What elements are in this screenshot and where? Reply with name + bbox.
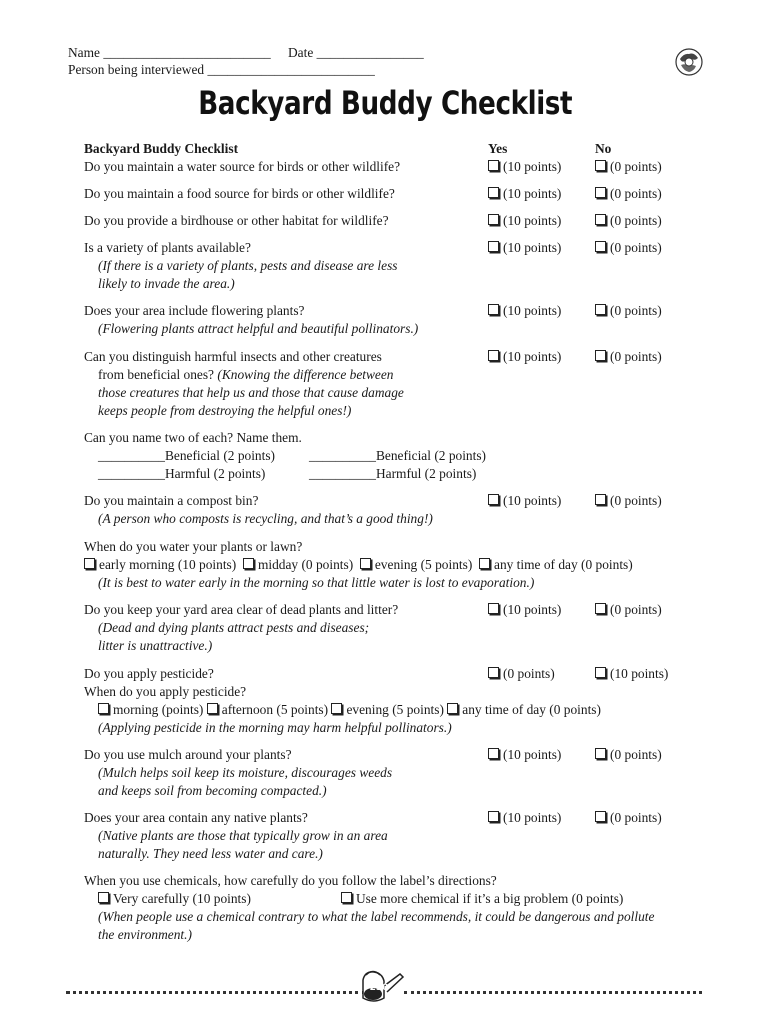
checkbox-icon[interactable]	[488, 811, 499, 822]
harmful-answer-field[interactable]: __________Harmful (2 points)	[309, 466, 477, 481]
checkbox-icon[interactable]	[98, 892, 109, 903]
checkbox-icon[interactable]	[595, 304, 606, 315]
checkbox-icon[interactable]	[207, 703, 218, 714]
no-option[interactable]: (0 points)	[595, 809, 662, 827]
question-note: the environment.)	[98, 927, 192, 942]
checkbox-icon[interactable]	[595, 214, 606, 225]
yes-option[interactable]: (10 points)	[488, 809, 561, 827]
no-option[interactable]: (0 points)	[595, 158, 662, 176]
question-food-source: Do you maintain a food source for birds or other wildlife?	[84, 186, 395, 201]
harmful-answer-field[interactable]: __________Harmful (2 points)	[98, 466, 266, 481]
recycle-globe-icon	[674, 47, 704, 77]
question-note: likely to invade the area.)	[98, 276, 235, 291]
yes-option[interactable]: (10 points)	[488, 601, 561, 619]
checkbox-icon[interactable]	[595, 811, 606, 822]
question-chemical-labels: When you use chemicals, how carefully do you follow the label’s directions?	[84, 873, 497, 888]
pesticide-timing-options	[98, 701, 601, 719]
checkbox-icon[interactable]	[331, 703, 342, 714]
question-note: (When people use a chemical contrary to what the label recommends, it could be dangerous and pollute	[98, 909, 655, 924]
checkbox-icon[interactable]	[243, 558, 254, 569]
question-continuation: from beneficial ones? (Knowing the difference between	[98, 367, 394, 382]
checkbox-icon[interactable]	[595, 748, 606, 759]
checkbox-icon[interactable]	[488, 187, 499, 198]
question-mulch: Do you use mulch around your plants?	[84, 747, 292, 762]
question-note: (Flowering plants attract helpful and beautiful pollinators.)	[98, 321, 419, 336]
no-option[interactable]: (0 points)	[595, 239, 662, 257]
question-note: (Applying pesticide in the morning may harm helpful pollinators.)	[98, 720, 452, 735]
checkbox-icon[interactable]	[488, 494, 499, 505]
page-title: Backyard Buddy Checklist	[198, 84, 573, 122]
yes-option[interactable]: (10 points)	[488, 239, 561, 257]
checkbox-icon[interactable]	[595, 160, 606, 171]
checkbox-icon[interactable]	[447, 703, 458, 714]
question-note: (Native plants are those that typically grow in an area	[98, 828, 388, 843]
question-compost-bin: Do you maintain a compost bin?	[84, 493, 259, 508]
checkbox-icon[interactable]	[98, 703, 109, 714]
checkbox-icon[interactable]	[341, 892, 352, 903]
question-note: (It is best to water early in the morning so that little water is lost to evaporation.)	[98, 575, 535, 590]
checkbox-icon[interactable]	[488, 667, 499, 678]
no-option[interactable]: (0 points)	[595, 302, 662, 320]
question-apply-pesticide: Do you apply pesticide?	[84, 666, 214, 681]
checkbox-icon[interactable]	[488, 214, 499, 225]
checkbox-icon[interactable]	[595, 241, 606, 252]
question-harmful-insects: Can you distinguish harmful insects and other creatures	[84, 349, 382, 364]
checkbox-icon[interactable]	[488, 603, 499, 614]
option-any-time[interactable]: any time of day (0 points)	[447, 702, 601, 717]
question-note: (A person who composts is recycling, and that’s a good thing!)	[98, 511, 433, 526]
checkbox-icon[interactable]	[488, 304, 499, 315]
question-note: (Mulch helps soil keep its moisture, discourages weeds	[98, 765, 393, 780]
question-note: those creatures that help us and those that cause damage	[98, 385, 404, 400]
question-note: (Dead and dying plants attract pests and diseases;	[98, 620, 370, 635]
yes-option[interactable]: (10 points)	[488, 302, 561, 320]
option-very-carefully[interactable]: Very carefully (10 points)	[98, 890, 251, 908]
checkbox-icon[interactable]	[360, 558, 371, 569]
yes-option[interactable]: (10 points)	[488, 185, 561, 203]
question-pesticide-timing: When do you apply pesticide?	[84, 684, 247, 699]
question-note: keeps people from destroying the helpful ones!)	[98, 403, 352, 418]
question-yard-clear: Do you keep your yard area clear of dead plants and litter?	[84, 602, 399, 617]
question-note: naturally. They need less water and care.)	[98, 846, 323, 861]
option-morning[interactable]: morning (points)	[98, 702, 203, 717]
yes-option[interactable]: (10 points)	[488, 746, 561, 764]
yes-option[interactable]: (10 points)	[488, 212, 561, 230]
option-midday[interactable]: midday (0 points)	[243, 557, 353, 572]
question-native-plants: Does your area contain any native plants?	[84, 810, 308, 825]
checkbox-icon[interactable]	[488, 241, 499, 252]
no-option[interactable]: (0 points)	[595, 746, 662, 764]
person-interviewed-label: Person being interviewed _________________________	[68, 62, 375, 77]
watering-options	[84, 556, 633, 574]
option-use-more-chemical[interactable]: Use more chemical if it’s a big problem (0 points)	[341, 890, 623, 908]
question-flowering-plants: Does your area include flowering plants?	[84, 303, 305, 318]
question-note: litter is unattractive.)	[98, 638, 213, 653]
checkbox-icon[interactable]	[595, 667, 606, 678]
question-name-two: Can you name two of each? Name them.	[84, 430, 302, 445]
name-field-label: Name _________________________	[68, 45, 271, 60]
no-option[interactable]: (10 points)	[595, 665, 668, 683]
no-option[interactable]: (0 points)	[595, 212, 662, 230]
no-option[interactable]: (0 points)	[595, 492, 662, 510]
no-option[interactable]: (0 points)	[595, 601, 662, 619]
yes-option[interactable]: (10 points)	[488, 348, 561, 366]
checkbox-icon[interactable]	[84, 558, 95, 569]
question-water-source: Do you maintain a water source for birds or other wildlife?	[84, 159, 401, 174]
checkbox-icon[interactable]	[488, 160, 499, 171]
no-option[interactable]: (0 points)	[595, 348, 662, 366]
checklist-heading: Backyard Buddy Checklist	[84, 141, 239, 156]
checkbox-icon[interactable]	[479, 558, 490, 569]
yes-column-heading: Yes	[488, 141, 508, 156]
question-note: and keeps soil from becoming compacted.)	[98, 783, 327, 798]
no-column-heading: No	[595, 141, 612, 156]
yes-option[interactable]: (10 points)	[488, 492, 561, 510]
footer-divider	[66, 991, 366, 994]
yes-option[interactable]: (10 points)	[488, 158, 561, 176]
yes-option[interactable]: (0 points)	[488, 665, 555, 683]
date-field-label: Date ________________	[288, 45, 424, 60]
question-birdhouse: Do you provide a birdhouse or other habitat for wildlife?	[84, 213, 389, 228]
checkbox-icon[interactable]	[595, 603, 606, 614]
question-watering-time: When do you water your plants or lawn?	[84, 539, 303, 554]
footer-divider	[404, 991, 702, 994]
beneficial-answer-field[interactable]: __________Beneficial (2 points)	[98, 448, 276, 463]
option-any-time[interactable]: any time of day (0 points)	[479, 557, 633, 572]
page-number: 250	[369, 983, 389, 993]
checkbox-icon[interactable]	[595, 187, 606, 198]
question-note: (If there is a variety of plants, pests and disease are less	[98, 258, 398, 273]
question-plant-variety: Is a variety of plants available?	[84, 240, 251, 255]
option-early-morning[interactable]: early morning (10 points)	[84, 557, 236, 572]
checkbox-icon[interactable]	[595, 350, 606, 361]
option-evening[interactable]: evening (5 points)	[360, 557, 472, 572]
no-option[interactable]: (0 points)	[595, 185, 662, 203]
checkbox-icon[interactable]	[488, 748, 499, 759]
beneficial-answer-field[interactable]: __________Beneficial (2 points)	[309, 448, 487, 463]
option-evening[interactable]: evening (5 points)	[331, 702, 443, 717]
checkbox-icon[interactable]	[488, 350, 499, 361]
checkbox-icon[interactable]	[595, 494, 606, 505]
option-afternoon[interactable]: afternoon (5 points)	[207, 702, 328, 717]
